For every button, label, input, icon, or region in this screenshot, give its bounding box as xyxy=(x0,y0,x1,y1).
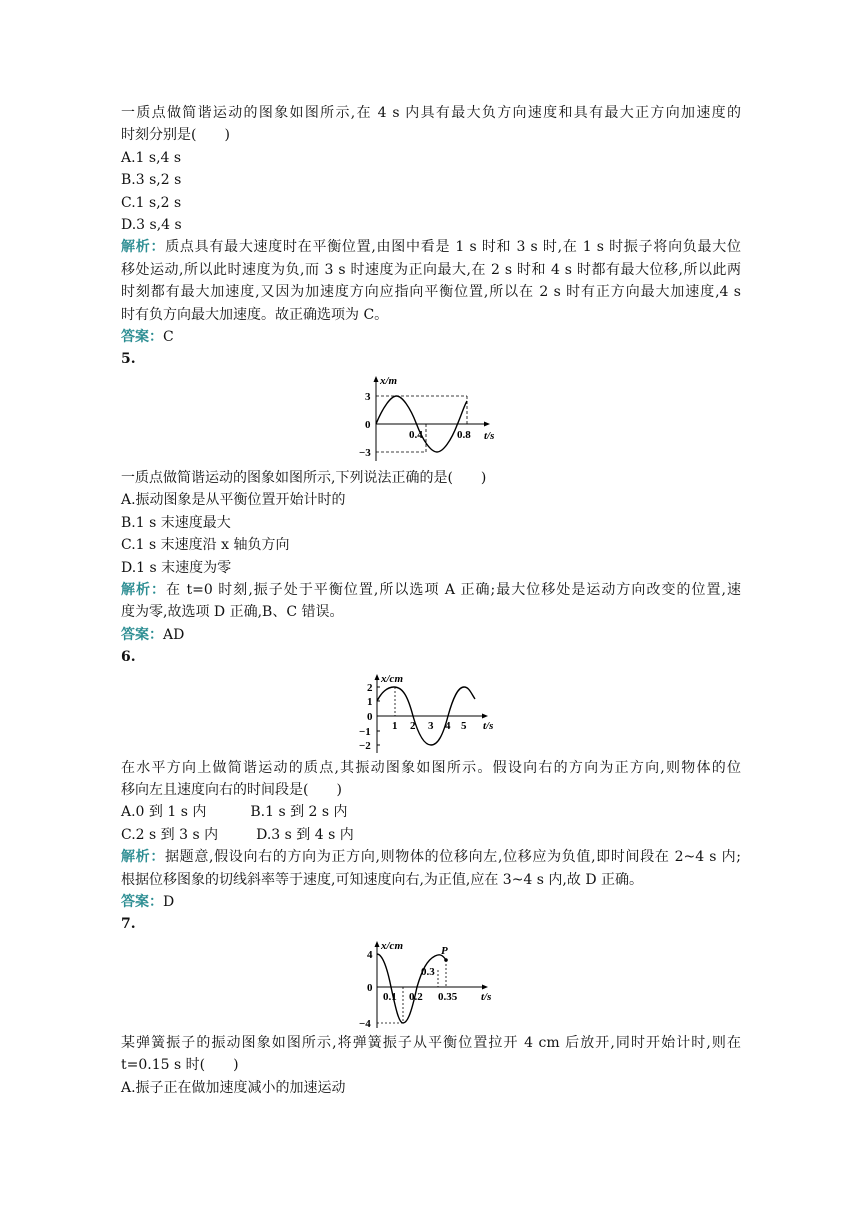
q5-analysis-line2: 度为零,故选项 D 正确,B、C 错误。 xyxy=(121,604,344,621)
q6-xtick-2: 2 xyxy=(410,719,416,732)
q5-analysis-line1 xyxy=(121,579,741,601)
q6-xlabel: t/s xyxy=(483,719,494,732)
q4-option-a: A.1 s,4 s xyxy=(121,149,182,166)
q5-x-arrow xyxy=(484,421,490,426)
q7-xtick-0.35: 0.35 xyxy=(438,990,458,1003)
q5-ytick-neg3: −3 xyxy=(359,446,371,459)
q7-point-p: P xyxy=(441,944,448,957)
q7-xlabel: t/s xyxy=(481,990,492,1003)
q6-options-row1 xyxy=(121,801,741,823)
q6-ytick-neg2: −2 xyxy=(359,739,371,752)
q7-figure xyxy=(121,938,741,1032)
q7-ylabel: x/cm xyxy=(381,939,403,952)
q6-option-a: A.0 到 1 s 内 xyxy=(121,804,207,821)
q4-analysis-line2: 移处运动,所以此时速度为负,而 3 s 时速度为正向最大,在 2 s 时和 4 s 时都有最大位移,所以此两 xyxy=(121,261,741,278)
q6-analysis-text1: 据题意,假设向右的方向为正方向,则物体的位移向左,位移应为负值,即时间段在 2~4 s 内; xyxy=(165,849,741,866)
analysis-label: 解析： xyxy=(121,849,166,866)
q4-option-b: B.3 s,2 s xyxy=(121,172,182,189)
q4-answer: C xyxy=(163,329,174,346)
q7-ytick-neg4: −4 xyxy=(359,1017,371,1030)
q5-option-c: C.1 s 末速度沿 x 轴负方向 xyxy=(121,537,290,554)
q5-option-a: A.振动图象是从平衡位置开始计时的 xyxy=(121,492,346,509)
q6-ytick-1: 1 xyxy=(367,695,373,708)
q7-cosine-curve xyxy=(377,954,446,1023)
document-page xyxy=(121,102,741,1099)
q5-analysis-text1: 在 t=0 时刻,振子处于平衡位置,所以选项 A 正确;最大位移处是运动方向改变的位置,速 xyxy=(166,581,742,598)
answer-label: 答案： xyxy=(121,893,163,910)
q6-xtick-3: 3 xyxy=(428,719,434,732)
analysis-label: 解析： xyxy=(121,239,166,256)
q6-option-b: B.1 s 到 2 s 内 xyxy=(250,804,348,821)
q7-option-a: A.振子正在做加速度减小的加速运动 xyxy=(121,1079,346,1096)
q6-number: 6. xyxy=(121,649,136,666)
q7-stem-line2: t=0.15 s 时( ) xyxy=(121,1057,239,1074)
q4-answer-line xyxy=(121,326,741,348)
q4-analysis-line3: 时刻都有最大加速度,又因为加速度方向应指向平衡位置,所以在 2 s 时有正方向最大加速度,4 s xyxy=(121,284,741,301)
q6-answer: D xyxy=(163,893,175,910)
q6-xtick-1: 1 xyxy=(392,719,398,732)
q5-figure xyxy=(121,373,741,467)
q4-stem-line2: 时刻分别是( ) xyxy=(121,127,230,144)
q5-ytick-3: 3 xyxy=(365,390,371,403)
q6-ytick-0: 0 xyxy=(367,710,373,723)
q5-number: 5. xyxy=(121,351,136,368)
q4-stem-line1: 一质点做简谐运动的图象如图所示,在 4 s 内具有最大负方向速度和具有最大正方向加速度的 xyxy=(121,105,741,121)
q6-answer-line xyxy=(121,891,741,913)
q7-xtick-0.3: 0.3 xyxy=(421,965,435,978)
q5-option-d: D.1 s 末速度为零 xyxy=(121,559,232,576)
answer-label: 答案： xyxy=(121,626,163,643)
q4-option-c: C.1 s,2 s xyxy=(121,194,182,211)
q7-y-arrow xyxy=(375,941,380,947)
q5-option-b: B.1 s 末速度最大 xyxy=(121,514,231,531)
q6-ylabel: x/cm xyxy=(381,672,403,685)
q4-analysis-line4: 时有负方向最大加速度。故正确选项为 C。 xyxy=(121,306,389,323)
q6-analysis-line2: 根据位移图象的切线斜率等于速度,可知速度向右,为正值,应在 3~4 s 内,故 D 正确。 xyxy=(121,871,644,888)
q6-xtick-4: 4 xyxy=(445,719,451,732)
q6-stem-line2: 移向左且速度向右的时间段是( ) xyxy=(121,781,342,798)
q5-ylabel: x/m xyxy=(380,374,398,387)
q7-point-p-marker xyxy=(444,958,448,962)
q7-x-arrow xyxy=(482,984,488,989)
q5-stem: 一质点做简谐运动的图象如图所示,下列说法正确的是( ) xyxy=(121,469,487,486)
q4-analysis-line1 xyxy=(121,236,741,258)
q5-xtick-0.4: 0.4 xyxy=(409,428,423,441)
q5-y-arrow xyxy=(374,376,379,382)
q5-answer: AD xyxy=(163,626,185,643)
q7-xtick-0.1: 0.1 xyxy=(383,990,397,1003)
q7-stem-line1: 某弹簧振子的振动图象如图所示,将弹簧振子从平衡位置拉开 4 cm 后放开,同时开始计时,则在 xyxy=(121,1034,741,1051)
q5-xlabel: t/s xyxy=(484,429,495,442)
q5-xtick-0.8: 0.8 xyxy=(457,428,471,441)
q6-ytick-2: 2 xyxy=(367,681,373,694)
q5-ytick-0: 0 xyxy=(365,418,371,431)
q5-answer-line xyxy=(121,624,741,646)
q7-ytick-4: 4 xyxy=(367,948,373,961)
q6-figure xyxy=(121,671,741,757)
q6-stem-line1: 在水平方向上做简谐运动的质点,其振动图象如图所示。假设向右的方向为正方向,则物体的位 xyxy=(121,759,741,776)
q6-x-arrow xyxy=(482,713,488,718)
answer-label: 答案： xyxy=(121,329,163,346)
q6-option-c: C.2 s 到 3 s 内 xyxy=(121,826,219,843)
q6-y-arrow xyxy=(375,674,380,680)
q6-xtick-5: 5 xyxy=(461,719,467,732)
q6-ytick-neg1: −1 xyxy=(359,725,371,738)
q7-xtick-0.2: 0.2 xyxy=(409,990,423,1003)
q4-analysis-text1: 质点具有最大速度时在平衡位置,由图中看是 1 s 时和 3 s 时,在 1 s 时振子将向负最大位 xyxy=(165,239,741,256)
q4-option-d: D.3 s,4 s xyxy=(121,217,182,234)
q6-analysis-line1 xyxy=(121,846,741,868)
analysis-label: 解析： xyxy=(121,581,167,598)
q6-options-row2 xyxy=(121,824,741,846)
q7-ytick-0: 0 xyxy=(367,981,373,994)
q6-option-d: D.3 s 到 4 s 内 xyxy=(256,826,354,843)
q7-number: 7. xyxy=(121,916,136,933)
